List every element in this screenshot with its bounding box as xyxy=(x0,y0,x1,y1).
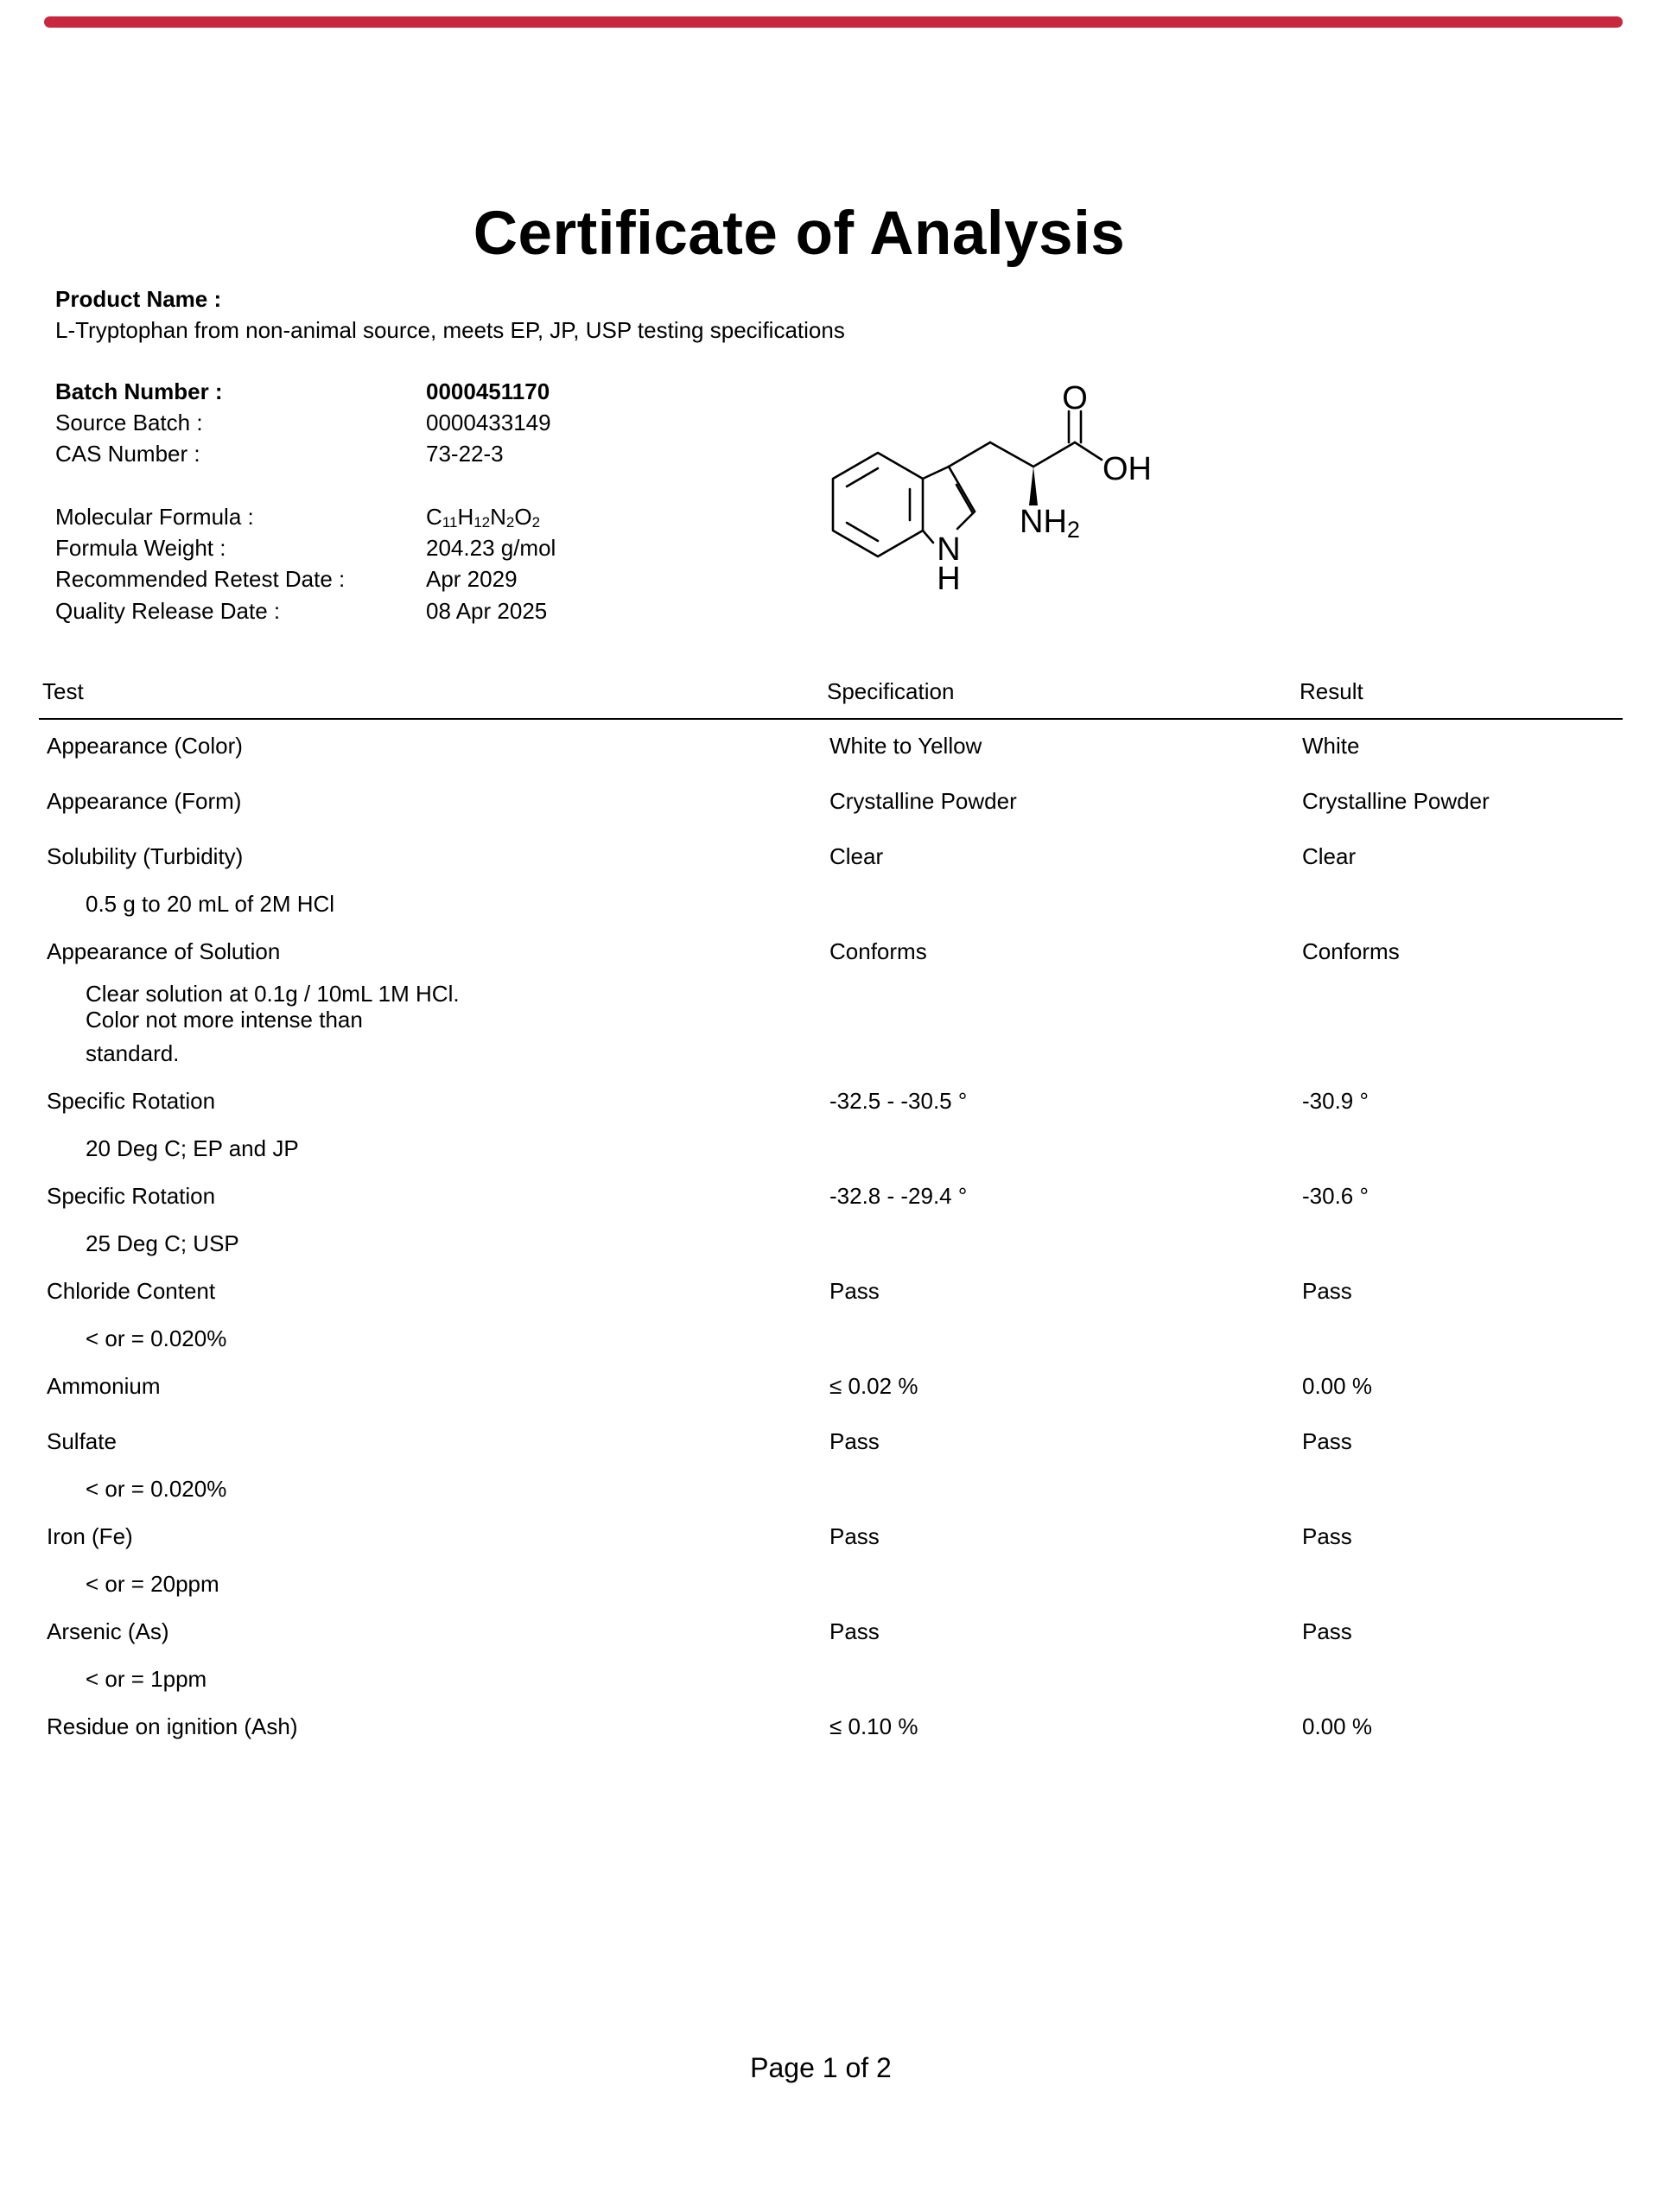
result-value: Conforms xyxy=(1302,938,1400,964)
formula-weight-label: Formula Weight : xyxy=(55,535,226,561)
result-value: 0.00 % xyxy=(1302,1373,1372,1399)
retest-date-value: Apr 2029 xyxy=(426,566,518,592)
indole-hydrogen-label: H xyxy=(937,561,961,597)
batch-number-value: 0000451170 xyxy=(426,378,550,404)
header-divider xyxy=(39,718,1623,720)
test-column-header: Test xyxy=(42,678,84,704)
result-value: 0.00 % xyxy=(1302,1713,1372,1739)
specification-column-header: Specification xyxy=(827,678,955,704)
specification-value: Pass xyxy=(829,1278,880,1304)
cas-number-value: 73-22-3 xyxy=(426,441,504,467)
amine-label: NH2 xyxy=(1020,504,1080,543)
result-value: -30.6 ° xyxy=(1302,1183,1369,1209)
test-condition-note: 0.5 g to 20 mL of 2M HCl xyxy=(86,891,335,917)
specification-value: Clear xyxy=(829,843,884,869)
specification-value: ≤ 0.10 % xyxy=(829,1713,918,1739)
test-name: Solubility (Turbidity) xyxy=(47,843,244,869)
test-condition-note: Color not more intense than xyxy=(86,1007,363,1033)
indole-nitrogen-label: N xyxy=(937,531,961,568)
specification-value: Pass xyxy=(829,1523,880,1549)
result-value: Pass xyxy=(1302,1618,1352,1644)
result-value: Pass xyxy=(1302,1523,1352,1549)
oxygen-label: O xyxy=(1062,380,1088,416)
specification-value: Crystalline Powder xyxy=(829,788,1017,814)
test-condition-note: < or = 0.020% xyxy=(86,1476,227,1502)
test-condition-note: 20 Deg C; EP and JP xyxy=(86,1135,299,1161)
test-name: Chloride Content xyxy=(47,1278,216,1304)
test-condition-note: < or = 0.020% xyxy=(86,1325,227,1351)
specification-value: White to Yellow xyxy=(829,733,982,759)
source-batch-value: 0000433149 xyxy=(426,410,551,435)
test-name: Ammonium xyxy=(47,1373,161,1399)
release-date-label: Quality Release Date : xyxy=(55,598,281,624)
test-name: Appearance of Solution xyxy=(47,938,281,964)
test-name: Appearance (Form) xyxy=(47,788,242,814)
release-date-value: 08 Apr 2025 xyxy=(426,598,548,624)
batch-number-label: Batch Number : xyxy=(55,378,223,404)
test-name: Specific Rotation xyxy=(47,1088,216,1114)
hydroxyl-label: OH xyxy=(1103,451,1152,487)
specification-value: -32.8 - -29.4 ° xyxy=(829,1183,968,1209)
molecular-formula-value: C11H12N2O2 xyxy=(426,504,541,531)
test-condition-note: 25 Deg C; USP xyxy=(86,1230,239,1256)
result-value: Crystalline Powder xyxy=(1302,788,1490,814)
result-value: Clear xyxy=(1302,843,1357,869)
retest-date-label: Recommended Retest Date : xyxy=(55,566,346,592)
specification-value: Pass xyxy=(829,1618,880,1644)
specification-value: Conforms xyxy=(829,938,927,964)
test-name: Residue on ignition (Ash) xyxy=(47,1713,298,1739)
specification-value: ≤ 0.02 % xyxy=(829,1373,918,1399)
result-value: Pass xyxy=(1302,1278,1352,1304)
top-accent-bar xyxy=(44,16,1623,28)
specification-value: -32.5 - -30.5 ° xyxy=(829,1088,968,1114)
result-value: White xyxy=(1302,733,1360,759)
specification-value: Pass xyxy=(829,1428,880,1454)
cas-number-label: CAS Number : xyxy=(55,441,200,467)
test-name: Specific Rotation xyxy=(47,1183,216,1209)
tryptophan-structure-diagram xyxy=(804,376,1166,601)
test-condition-note: < or = 1ppm xyxy=(86,1666,207,1692)
test-condition-note: standard. xyxy=(86,1040,180,1066)
result-column-header: Result xyxy=(1300,678,1363,704)
source-batch-label: Source Batch : xyxy=(55,410,203,435)
molecular-formula-label: Molecular Formula : xyxy=(55,504,254,530)
formula-weight-value: 204.23 g/mol xyxy=(426,535,556,561)
product-name-value: L-Tryptophan from non-animal source, meets EP, JP, USP testing specifications xyxy=(55,317,845,343)
product-name-label: Product Name : xyxy=(55,286,222,312)
result-value: Pass xyxy=(1302,1428,1352,1454)
test-condition-note: Clear solution at 0.1g / 10mL 1M HCl. xyxy=(86,981,460,1007)
document-title: Certificate of Analysis xyxy=(473,200,1126,268)
test-name: Iron (Fe) xyxy=(47,1523,133,1549)
test-name: Appearance (Color) xyxy=(47,733,243,759)
result-value: -30.9 ° xyxy=(1302,1088,1369,1114)
page-number: Page 1 of 2 xyxy=(750,2052,892,2083)
test-name: Arsenic (As) xyxy=(47,1618,169,1644)
test-name: Sulfate xyxy=(47,1428,117,1454)
test-condition-note: < or = 20ppm xyxy=(86,1571,219,1597)
